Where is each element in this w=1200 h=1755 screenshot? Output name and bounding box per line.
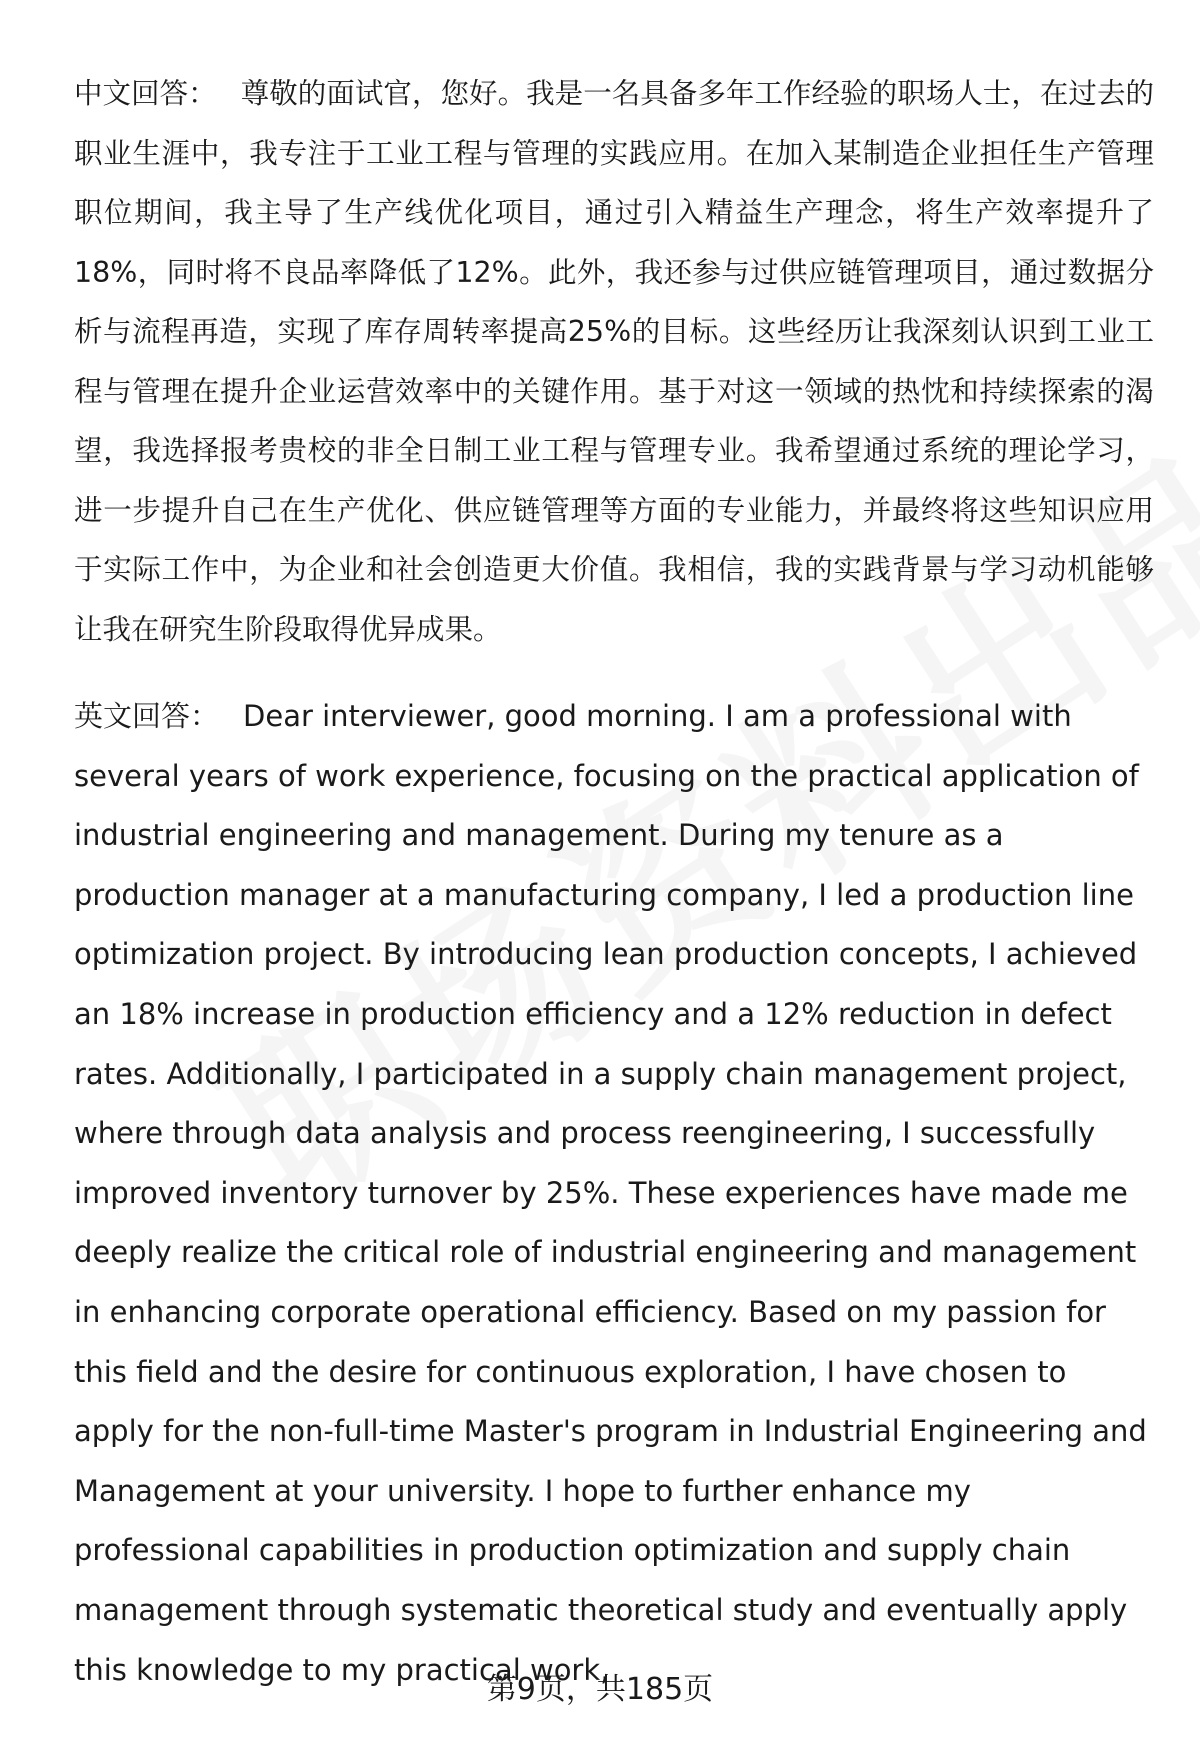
document-body [74,64,1154,1700]
page-number-footer: 第9页，共185页 [486,1672,714,1707]
chinese-answer-text: 尊敬的面试官，您好。我是一名具备多年工作经验的职场人士，在过去的职业生涯中，我专注于工业工程与管理的实践应用。在加入某制造企业担任生产管理职位期间，我主导了生产线优化项目，通过引入精益生产理念，将生产效率提升了18%，同时将不良品率降低了12%。此外，我还参与过供应链管理项目，通过数据分析与流程再造，实现了库存周转率提高25%的目标。这些经历让我深刻认识到工业工程与管理在提升企业运营效率中的关键作用。基于对这一领域的热忱和持续探索的渴望，我选择报考贵校的非全日制工业工程与管理专业。我希望通过系统的理论学习，进一步提升自己在生产优化、供应链管理等方面的专业能力，并最终将这些知识应用于实际工作中，为企业和社会创造更大价值。我相信，我的实践背景与学习动机能够让我在研究生阶段取得优异成果。 [74,77,1154,646]
chinese-answer-label: 中文回答： [74,77,217,110]
english-answer-label: 英文回答： [74,699,220,733]
chinese-answer-paragraph [74,64,1154,659]
english-answer-paragraph [74,687,1154,1700]
english-answer-text: Dear interviewer, good morning. I am a professional with several years of work experience, focusing on the practical application of industrial engineering and management. During my tenure as a production manager at a manufacturing company, I led a production line optimization project. By introducing lean production concepts, I achieved an 18% increase in production efficiency and a 12% reduction in defect rates. Additionally, I participated in a supply chain management project, where through data analysis and process reengineering, I successfully improved inventory turnover by 25%. These experiences have made me deeply realize the critical role of industrial engineering and management in enhancing corporate operational efficiency. Based on my passion for this field and the desire for continuous exploration, I have chosen to apply for the non-full-time Master's program in Industrial Engineering and Management at your university. I hope to further enhance my professional capabilities in production optimization and supply chain management through systematic theoretical study and eventually apply this knowledge to my practical work, [74,699,1147,1687]
